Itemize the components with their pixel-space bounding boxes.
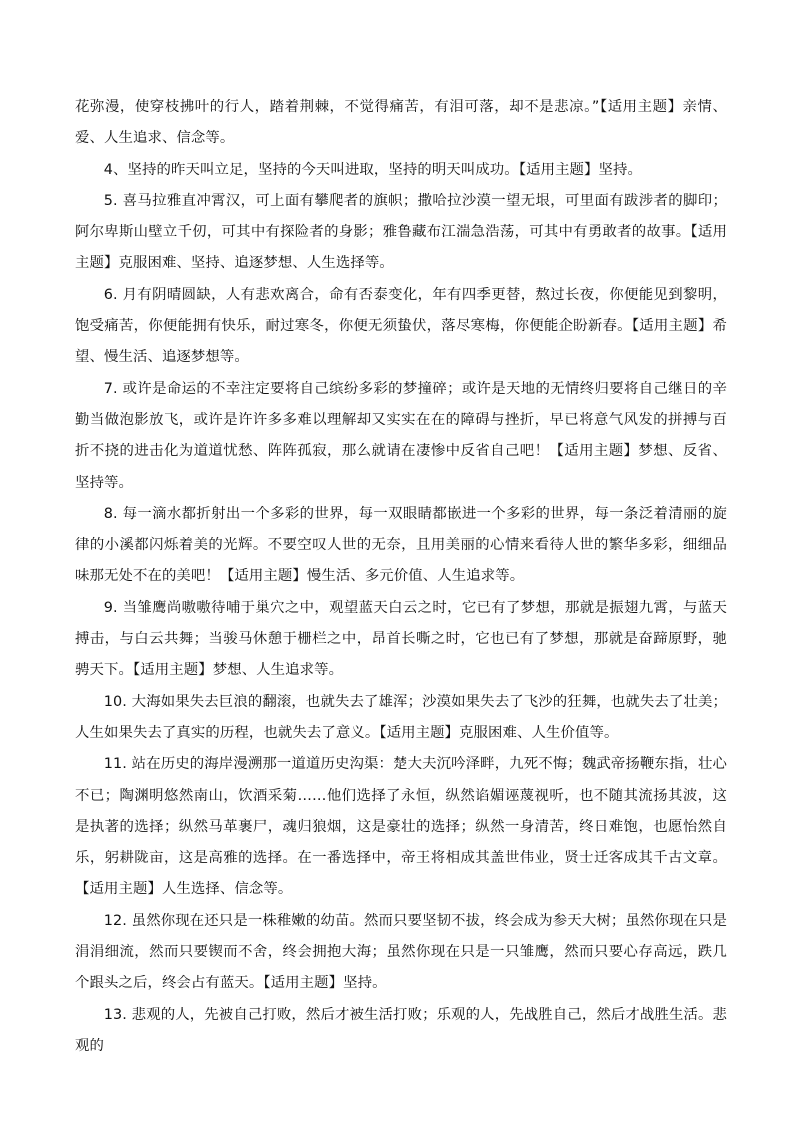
paragraph-item-10: 10. 大海如果失去巨浪的翻滚，也就失去了雄浑；沙漠如果失去了飞沙的狂舞，也就失去了壮美；人生如果失去了真实的历程，也就失去了意义。【适用主题】克服困难、人生价值等。 <box>75 693 727 741</box>
paragraph-item-7: 7. 或许是命运的不幸注定要将自己缤纷多彩的梦撞碎；或许是天地的无情终归要将自己继日的辛勤当做泡影放飞，或许是许许多多难以理解却又实实在在的障碍与挫折，早已将意气风发的拼搏与百折不挠的进击化为道道忧愁、阵阵孤寂，那么就请在凄惨中反省自己吧！【适用主题】梦想、反省、坚持等。 <box>75 380 727 491</box>
paragraph-item-8: 8. 每一滴水都折射出一个多彩的世界，每一双眼睛都嵌进一个多彩的世界，每一条泛着清丽的旋律的小溪都闪烁着美的光辉。不要空叹人世的无奈，且用美丽的心情来看待人世的繁华多彩，细细品味那无处不在的美吧！【适用主题】慢生活、多元价值、人生追求等。 <box>75 505 727 585</box>
paragraph-item-13: 13. 悲观的人，先被自己打败，然后才被生活打败；乐观的人，先战胜自己，然后才战胜生活。悲观的 <box>75 1006 727 1054</box>
paragraph-item-12: 12. 虽然你现在还只是一株稚嫩的幼苗。然而只要坚韧不拔，终会成为参天大树；虽然你现在只是涓涓细流，然而只要锲而不舍，终会拥抱大海；虽然你现在只是一只雏鹰，然而只要心存高远，跌几个跟头之后，终会占有蓝天。【适用主题】坚持。 <box>75 912 727 992</box>
paragraph-item-9: 9. 当雏鹰尚嗷嗷待哺于巢穴之中，观望蓝天白云之时，它已有了梦想，那就是振翅九霄，与蓝天搏击，与白云共舞；当骏马休憩于栅栏之中，昂首长嘶之时，它也已有了梦想，那就是奋蹄原野，驰骋天下。【适用主题】梦想、人生追求等。 <box>75 599 727 679</box>
paragraph-item-5: 5. 喜马拉雅直冲霄汉，可上面有攀爬者的旗帜；撒哈拉沙漠一望无垠，可里面有跋涉者的脚印；阿尔卑斯山壁立千仞，可其中有探险者的身影；雅鲁藏布江湍急浩荡，可其中有勇敢者的故事。【适用主题】克服困难、坚持、追逐梦想、人生选择等。 <box>75 192 727 272</box>
document-body <box>75 92 727 1062</box>
paragraph-item-11: 11. 站在历史的海岸漫溯那一道道历史沟渠：楚大夫沉吟泽畔，九死不悔；魏武帝扬鞭东指，壮心不已；陶渊明悠然南山，饮酒采菊……他们选择了永恒，纵然谄媚诬蔑视听，也不随其流扬其波，这是执著的选择；纵然马革裹尸，魂归狼烟，这是豪壮的选择；纵然一身清苦，终日难饱，也愿怡然自乐，躬耕陇亩，这是高雅的选择。在一番选择中，帝王将相成其盖世伟业，贤士迁客成其千古文章。【适用主题】人生选择、信念等。 <box>75 756 727 898</box>
paragraph-item-6: 6. 月有阴晴圆缺，人有悲欢离合，命有否泰变化，年有四季更替，熬过长夜，你便能见到黎明，饱受痛苦，你便能拥有快乐，耐过寒冬，你便无须蛰伏，落尽寒梅，你便能企盼新春。【适用主题】希望、慢生活、追逐梦想等。 <box>75 286 727 366</box>
paragraph-item-4: 4、坚持的昨天叫立足，坚持的今天叫进取，坚持的明天叫成功。【适用主题】坚持。 <box>103 161 643 178</box>
paragraph-continuation: 花弥漫，使穿枝拂叶的行人，踏着荆棘，不觉得痛苦，有泪可落，却不是悲凉。”【适用主题】亲情、爱、人生追求、信念等。 <box>75 99 727 147</box>
